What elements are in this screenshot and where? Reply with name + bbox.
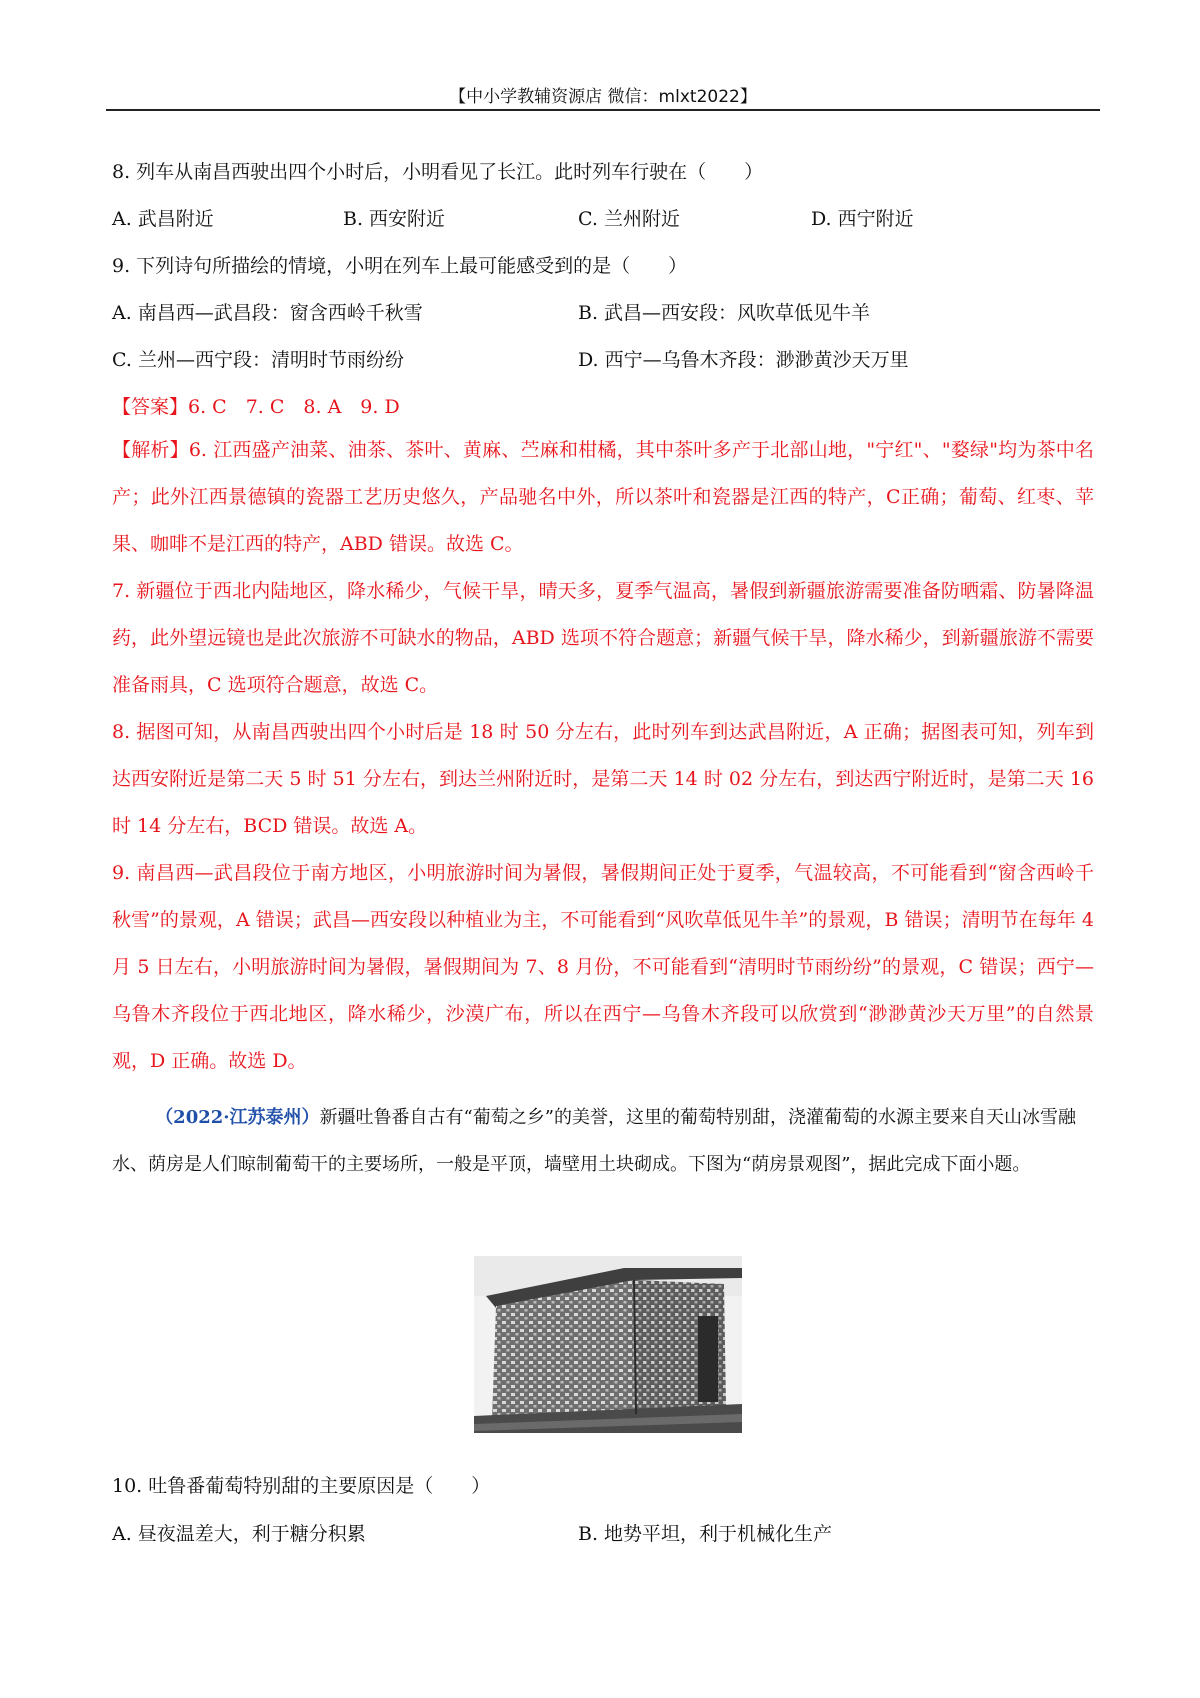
question-10-option-b: B. 地势平坦，利于机械化生产 — [578, 1523, 833, 1545]
material-intro-text: 新疆吐鲁番自古有“葡萄之乡”的美誉，这里的葡萄特别甜，浇灌葡萄的水源主要来自天山冰雪融水、荫房是人们晾制葡萄干的主要场所，一般是平顶，墙壁用土块砌成。下图为“荫房景观图”，据此完成下面小题。 — [112, 1107, 1076, 1175]
question-9-option-c: C. 兰州—西宁段：清明时节雨纷纷 — [112, 349, 404, 371]
question-9-stem: 9. 下列诗句所描绘的情境，小明在列车上最可能感受到的是（ ） — [112, 255, 688, 277]
analysis-8: 8. 据图可知，从南昌西驶出四个小时后是 18 时 50 分左右，此时列车到达武昌附近，A 正确；据图表可知，列车到达西安附近是第二天 5 时 51 分左右，到达兰州附近时，是第二天 14 时 02 分左右，到达西宁附近时，是第二天 16 时 14 分左右，BCD 错误。故选 A。 — [112, 721, 1094, 837]
question-8-option-d: D. 西宁附近 — [811, 208, 914, 230]
question-9-option-a: A. 南昌西—武昌段：窗含西岭千秋雪 — [112, 302, 423, 324]
question-9-option-b: B. 武昌—西安段：风吹草低见牛羊 — [578, 302, 871, 324]
question-8-stem: 8. 列车从南昌西驶出四个小时后，小明看见了长江。此时列车行驶在（ ） — [112, 161, 764, 183]
question-8-option-a: A. 武昌附近 — [112, 208, 214, 230]
question-10-stem: 10. 吐鲁番葡萄特别甜的主要原因是（ ） — [112, 1475, 491, 1497]
question-8-option-c: C. 兰州附近 — [578, 208, 680, 230]
header-divider — [106, 109, 1100, 111]
page-header: 【中小学教辅资源店 微信：mlxt2022】 — [449, 87, 757, 107]
analysis-7: 7. 新疆位于西北内陆地区，降水稀少，气候干旱，晴天多，夏季气温高，暑假到新疆旅游需要准备防晒霜、防暑降温药，此外望远镜也是此次旅游不可缺水的物品，ABD 选项不符合题意；新疆气候干旱，降水稀少，到新疆旅游不需要准备雨具，C 选项符合题意，故选 C。 — [112, 580, 1094, 696]
question-10-option-a: A. 昼夜温差大，利于糖分积累 — [112, 1523, 366, 1545]
analysis-9: 9. 南昌西—武昌段位于南方地区，小明旅游时间为暑假，暑假期间正处于夏季，气温较高，不可能看到“窗含西岭千秋雪”的景观，A 错误；武昌—西安段以种植业为主，不可能看到“风吹草低见牛羊”的景观，B 错误；清明节在每年 4 月 5 日左右，小明旅游时间为暑假，暑假期间为 7、8 月份，不可能看到“清明时节雨纷纷”的景观，C 错误；西宁—乌鲁木齐段位于西北地区，降水稀少，沙漠广布，所以在西宁—乌鲁木齐段可以欣赏到“渺渺黄沙天万里”的自然景观，D 正确。故选 D。 — [112, 862, 1094, 1072]
question-8-option-b: B. 西安附近 — [343, 208, 446, 230]
drying-house-photo — [474, 1256, 742, 1433]
question-9-option-d: D. 西宁—乌鲁木齐段：渺渺黄沙天万里 — [578, 349, 909, 371]
source-tag: （2022·江苏泰州） — [155, 1107, 320, 1128]
material-intro — [112, 1094, 1094, 1188]
analysis-6: 【解析】6. 江西盛产油菜、油茶、茶叶、黄麻、苎麻和柑橘，其中茶叶多产于北部山地，"宁红"、"婺绿"均为茶中名产；此外江西景德镇的瓷器工艺历史悠久，产品驰名中外，所以茶叶和瓷器是江西的特产，C正确；葡萄、红枣、苹果、咖啡不是江西的特产，ABD 错误。故选 C。 — [112, 439, 1094, 555]
answer-key: 【答案】6. C 7. C 8. A 9. D — [112, 396, 400, 418]
